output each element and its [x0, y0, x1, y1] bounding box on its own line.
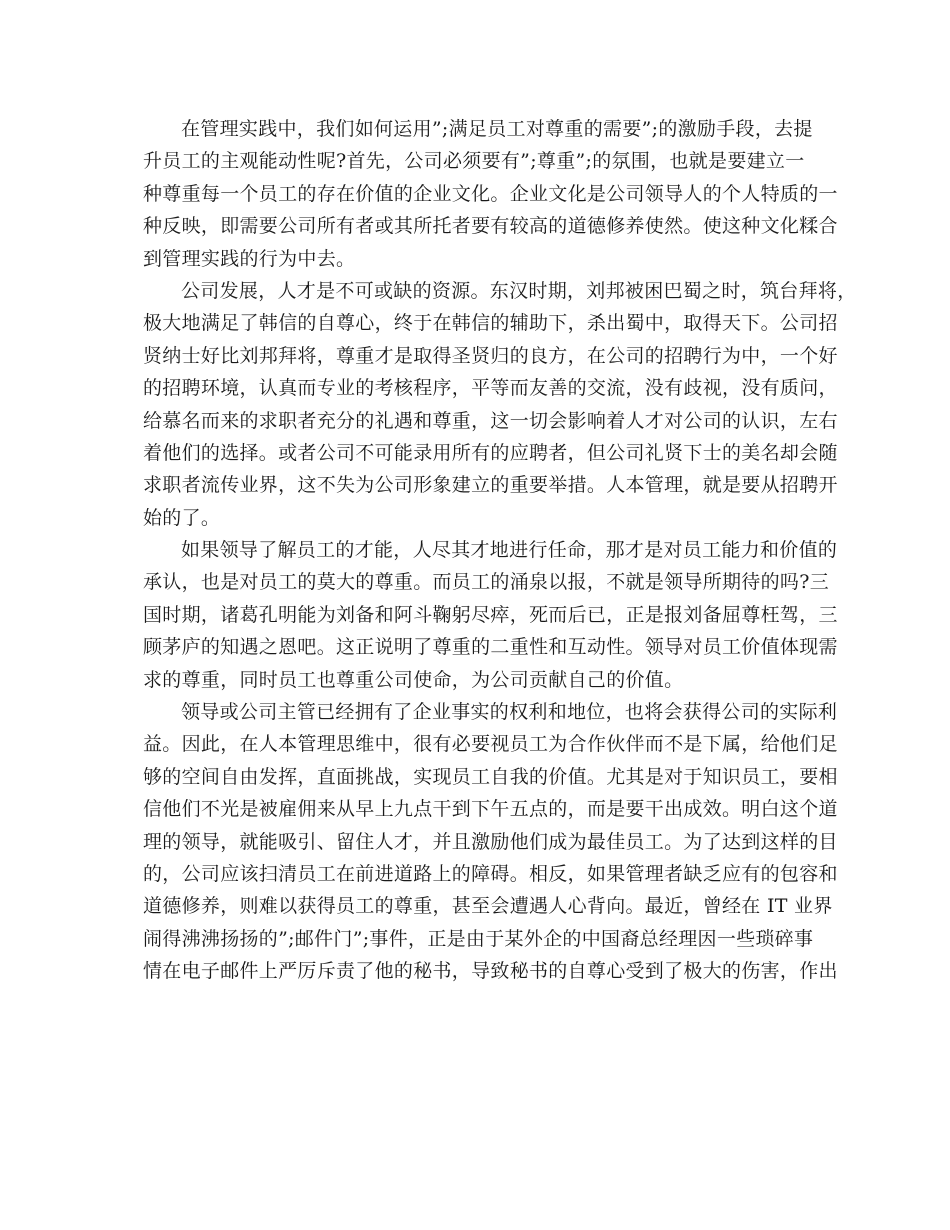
text-line: 求职者流传业界，这不失为公司形象建立的重要举措。人本管理，就是要从招聘开 — [143, 474, 838, 497]
text-line: 的招聘环境，认真而专业的考核程序，平等而友善的交流，没有歧视，没有质问， — [143, 377, 838, 400]
text-line: 着他们的选择。或者公司不可能录用所有的应聘者，但公司礼贤下士的美名却会随 — [143, 441, 838, 464]
text-line: 国时期，诸葛孔明能为刘备和阿斗鞠躬尽瘁，死而后已，正是报刘备屈尊枉驾，三 — [143, 603, 838, 626]
text-line: 在管理实践中，我们如何运用”;满足员工对尊重的需要”;的激励手段，去提 — [181, 118, 813, 140]
text-line: 信他们不光是被雇佣来从早上九点干到下午五点的，而是要干出成效。明白这个道 — [143, 798, 838, 821]
text-line: 升员工的主观能动性呢?首先，公司必须要有”;尊重”;的氛围，也就是要建立一 — [143, 150, 805, 173]
text-line: 承认，也是对员工的莫大的尊重。而员工的涌泉以报，不就是领导所期待的吗?三 — [143, 571, 829, 594]
paragraph-3 — [143, 534, 838, 696]
text-line: 贤纳士好比刘邦拜将，尊重才是取得圣贤归的良方，在公司的招聘行为中，一个好 — [143, 344, 838, 367]
text-line: 如果领导了解员工的才能，人尽其才地进行任命，那才是对员工能力和价值的 — [181, 539, 838, 562]
text-line: 理的领导，就能吸引、留住人才，并且激励他们成为最佳员工。为了达到这样的目 — [143, 830, 838, 853]
text-line: 到管理实践的行为中去。 — [143, 247, 356, 270]
text-line: 闹得沸沸扬扬的”;邮件门”;事件，正是由于某外企的中国裔总经理因一些琐碎事 — [143, 927, 814, 950]
text-line: 道德修养，则难以获得员工的尊重，甚至会遭遇人心背向。最近，曾经在 IT 业界 — [143, 895, 833, 918]
text-line: 益。因此，在人本管理思维中，很有必要视员工为合作伙伴而不是下属，给他们足 — [143, 733, 838, 756]
text-line: 给慕名而来的求职者充分的礼遇和尊重，这一切会影响着人才对公司的认识，左右 — [143, 409, 838, 432]
text-line: 情在电子邮件上严厉斥责了他的秘书，导致秘书的自尊心受到了极大的伤害，作出 — [143, 960, 838, 983]
text-line: 极大地满足了韩信的自尊心，终于在韩信的辅助下，杀出蜀中，取得天下。公司招 — [143, 312, 838, 335]
text-line: 种反映，即需要公司所有者或其所托者要有较高的道德修养使然。使这种文化糅合 — [143, 215, 838, 238]
text-line: 种尊重每一个员工的存在价值的企业文化。企业文化是公司领导人的个人特质的一 — [143, 182, 838, 205]
text-line: 够的空间自由发挥，直面挑战，实现员工自我的价值。尤其是对于知识员工，要相 — [143, 765, 838, 788]
text-line: 领导或公司主管已经拥有了企业事实的权利和地位，也将会获得公司的实际利 — [181, 701, 838, 724]
paragraph-2 — [143, 275, 857, 534]
paragraph-1 — [143, 113, 838, 275]
text-line: 顾茅庐的知遇之恩吧。这正说明了尊重的二重性和互动性。领导对员工价值体现需 — [143, 636, 838, 659]
text-line: 始的了。 — [143, 506, 221, 529]
text-line: 求的尊重，同时员工也尊重公司使命，为公司贡献自己的价值。 — [143, 668, 684, 691]
paragraph-4 — [143, 696, 838, 988]
text-line: 公司发展，人才是不可或缺的资源。东汉时期，刘邦被困巴蜀之时，筑台拜将， — [181, 279, 857, 302]
document-body — [143, 113, 857, 988]
text-line: 的，公司应该扫清员工在前进道路上的障碍。相反，如果管理者缺乏应有的包容和 — [143, 862, 838, 885]
